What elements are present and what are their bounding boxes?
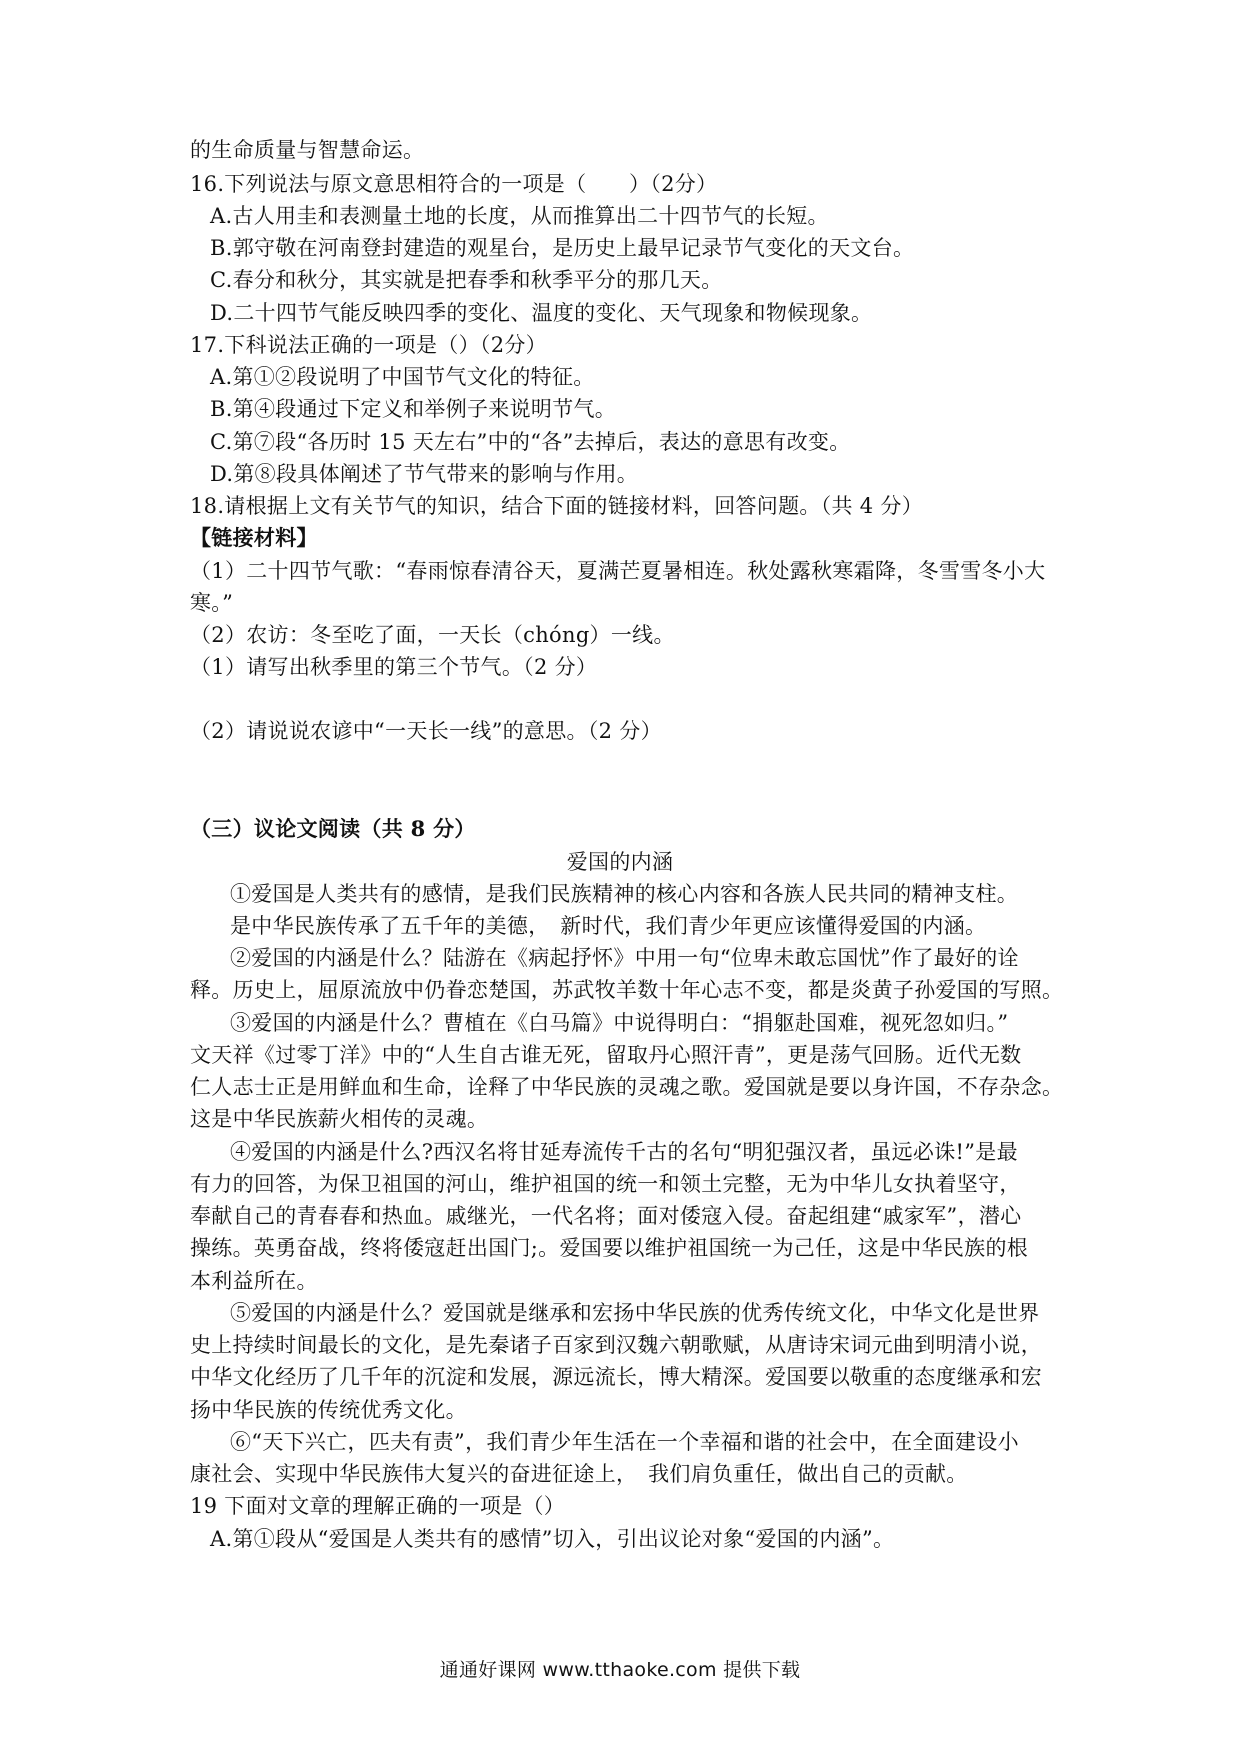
paragraph-line: 仁人志士正是用鲜血和生命，诠释了中华民族的灵魂之歌。爱国就是要以身许国，不存杂念。 [190,1075,1064,1099]
paragraph-line: ④爱国的内涵是什么?西汉名将甘延寿流传千古的名句“明犯强汉者，虽远必诛!”是最 [230,1140,1018,1164]
paragraph-line: 中华文化经历了几千年的沉淀和发展，源远流长，博大精深。爱国要以敬重的态度继承和宏 [190,1365,1042,1389]
paragraph-line: ①爱国是人类共有的感情，是我们民族精神的核心内容和各族人民共同的精神支柱。 [230,882,1019,906]
paragraph-line: ⑤爱国的内涵是什么？爱国就是继承和宏扬中华民族的优秀传统文化，中华文化是世界 [230,1301,1040,1325]
paragraph-line: 释。历史上，屈原流放中仍眷恋楚国，苏武牧羊数十年心志不变，都是炎黄子孙爱国的写照。 [190,978,1064,1002]
paragraph-line: ⑥“天下兴亡，匹夫有责”，我们青少年生活在一个幸福和谐的社会中，在全面建设小 [230,1430,1019,1454]
option-b: B.郭守敬在河南登封建造的观星台，是历史上最早记录节气变化的天文台。 [210,236,915,260]
option-a: A.第①段从“爱国是人类共有的感情”切入，引出议论对象“爱国的内涵”。 [210,1527,895,1551]
paragraph-line: 康社会、实现中华民族伟大复兴的奋进征途上， 我们肩负重任，做出自己的贡献。 [190,1462,968,1486]
sub-question: （2）请说说农谚中“一天长一线”的意思。（2 分） [190,719,662,743]
section-heading: （三）议论文阅读（共 8 分） [190,816,476,841]
page-footer: 通通好课网 www.tthaoke.com 提供下载 [439,1659,801,1681]
question-16: 16.下列说法与原文意思相符合的一项是（ ）（2分） [190,172,718,196]
option-d: D.二十四节气能反映四季的变化、温度的变化、天气现象和物候现象。 [210,301,873,325]
paragraph-line: 奉献自己的青春春和热血。戚继光，一代名将；面对倭寇入侵。奋起组建“戚家军”，潜心 [190,1204,1022,1228]
article-title: 爱国的内涵 [566,850,674,874]
text-line: 的生命质量与智慧命运。 [190,138,425,162]
paragraph-line: 本利益所在。 [190,1269,318,1293]
paragraph-line: 操练。英勇奋战，终将倭寇赶出国门;。爱国要以维护祖国统一为己任，这是中华民族的根 [190,1236,1029,1260]
option-a: A.第①②段说明了中国节气文化的特征。 [210,365,595,389]
option-c: C.第⑦段“各历时 15 天左右”中的“各”去掉后，表达的意思有改变。 [210,430,851,454]
material-line: （2）农访：冬至吃了面，一天长（chóng）一线。 [190,623,675,647]
paragraph-line: ③爱国的内涵是什么？曹植在《白马篇》中说得明白：“捐躯赴国难，视死忽如归。” [230,1011,1009,1035]
link-material-heading: 【链接材料】 [190,525,318,550]
option-d: D.第⑧段具体阐述了节气带来的影响与作用。 [210,462,639,486]
question-18: 18.请根据上文有关节气的知识，结合下面的链接材料，回答问题。（共 4 分） [190,494,924,518]
material-line: （1）二十四节气歌：“春雨惊春清谷天，夏满芒夏暑相连。秋处露秋寒霜降，冬雪雪冬小大 [190,559,1046,583]
paragraph-line: 是中华民族传承了五千年的美德， 新时代，我们青少年更应该懂得爱国的内涵。 [230,914,987,938]
option-c: C.春分和秋分，其实就是把春季和秋季平分的那几天。 [210,268,723,292]
question-17: 17.下科说法正确的一项是（）（2分） [190,333,547,357]
paragraph-line: 这是中华民族薪火相传的灵魂。 [190,1107,489,1131]
paragraph-line: 史上持续时间最长的文化，是先秦诸子百家到汉魏六朝歌赋，从唐诗宋词元曲到明清小说， [190,1333,1042,1357]
paragraph-line: 扬中华民族的传统优秀文化。 [190,1398,467,1422]
paragraph-line: 文天祥《过零丁洋》中的“人生自古谁无死，留取丹心照汗青”，更是荡气回肠。近代无数 [190,1043,1022,1067]
option-a: A.古人用圭和表测量土地的长度，从而推算出二十四节气的长短。 [210,204,829,228]
paragraph-line: ②爱国的内涵是什么？陆游在《病起抒怀》中用一句“位卑未敢忘国忧”作了最好的诠 [230,946,1019,970]
material-line: 寒。” [190,591,234,615]
option-b: B.第④段通过下定义和举例子来说明节气。 [210,397,617,421]
sub-question: （1）请写出秋季里的第三个节气。（2 分） [190,655,598,679]
paragraph-line: 有力的回答，为保卫祖国的河山，维护祖国的统一和领土完整，无为中华儿女执着坚守， [190,1172,1021,1196]
question-19: 19 下面对文章的理解正确的一项是（） [190,1494,566,1518]
